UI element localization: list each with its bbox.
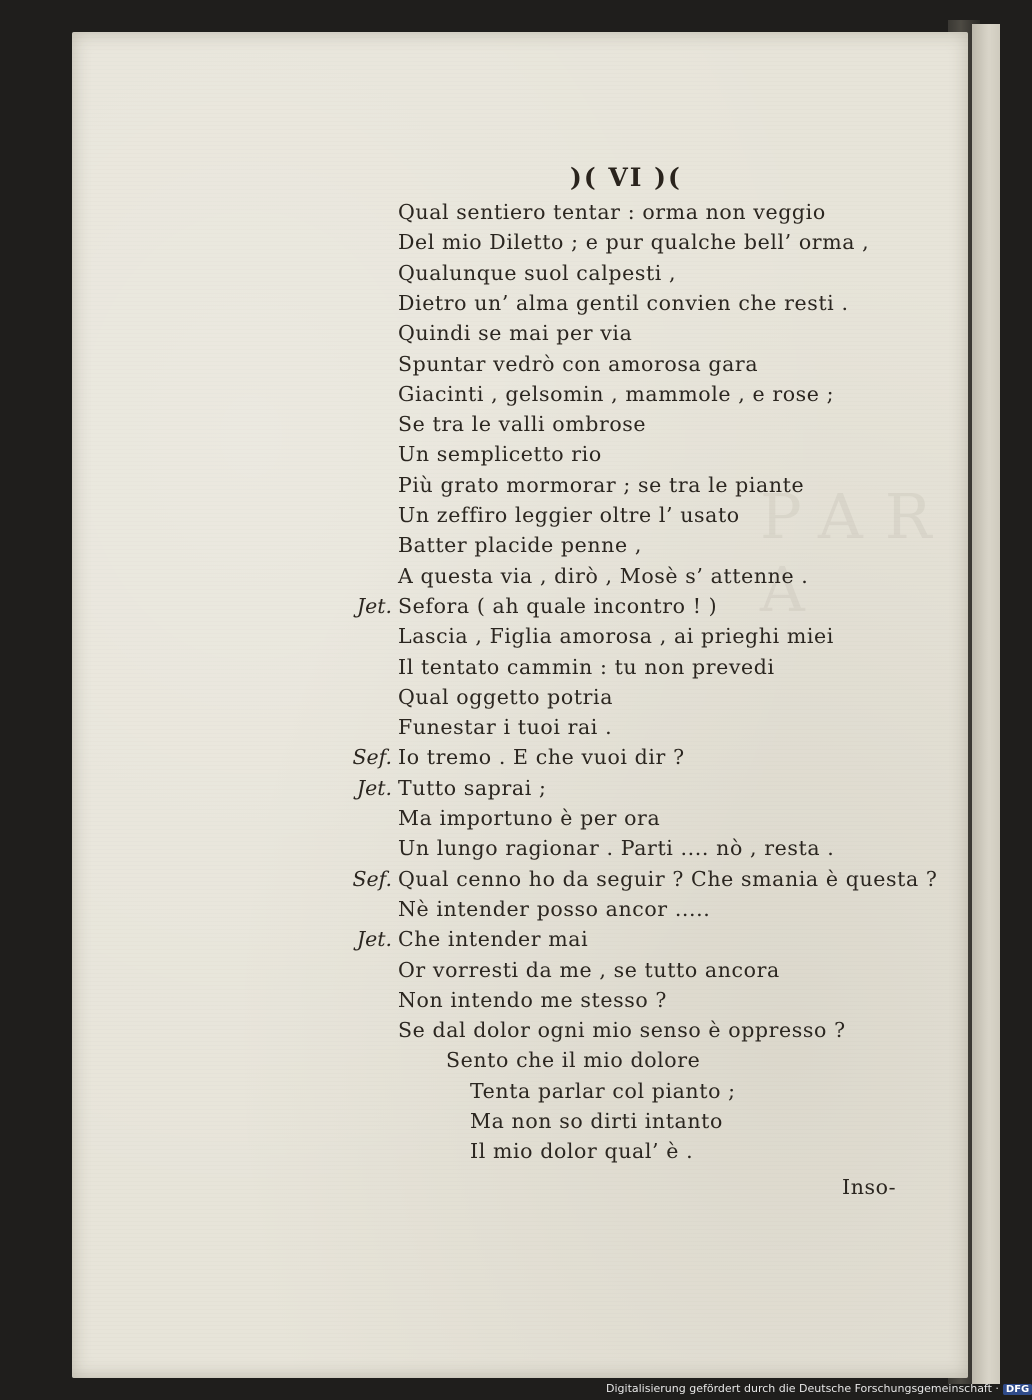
facing-page-edge — [972, 24, 1000, 1384]
verse-line: Che intender mai — [398, 927, 589, 951]
speaker-label: Jet. — [356, 927, 392, 951]
verse-line: Batter placide penne , — [398, 533, 642, 557]
verse-line: Spuntar vedrò con amorosa gara — [398, 352, 759, 376]
verse-line: Tenta parlar col pianto ; — [470, 1079, 736, 1103]
verse-line: Più grato mormorar ; se tra le piante — [398, 473, 805, 497]
verse-line: Un semplicetto rio — [398, 442, 602, 466]
credit-text: Digitalisierung gefördert durch die Deutsche Forschungsgemeinschaft · — [606, 1382, 999, 1395]
verse-line: Ma importuno è per ora — [398, 806, 661, 830]
verse-line: Giacinti , gelsomin , mammole , e rose ; — [398, 382, 835, 406]
dfg-logo: DFG — [1003, 1384, 1032, 1395]
verse-line: Io tremo . E che vuoi dir ? — [398, 745, 685, 769]
verse-line: A questa via , dirò , Mosè s’ attenne . — [398, 564, 809, 588]
verse-line: Ma non so dirti intanto — [470, 1109, 723, 1133]
speaker-label: Sef. — [352, 867, 392, 891]
verse-line: Tutto saprai ; — [398, 776, 547, 800]
verse-line: Non intendo me stesso ? — [398, 988, 667, 1012]
speaker-label: Jet. — [356, 776, 392, 800]
verse-line: Or vorresti da me , se tutto ancora — [398, 958, 780, 982]
verse-line: Qual sentiero tentar : orma non veggio — [398, 200, 826, 224]
catchword: Inso- — [842, 1175, 897, 1199]
verse-line: Funestar i tuoi rai . — [398, 715, 613, 739]
verse-line: Nè intender posso ancor ..... — [398, 897, 711, 921]
verse-line: Il mio dolor qual’ è . — [470, 1139, 694, 1163]
verse-line: Un lungo ragionar . Parti .... nò , resta . — [398, 836, 835, 860]
verse-line: Sefora ( ah quale incontro ! ) — [398, 594, 718, 618]
verse-line: Il tentato cammin : tu non prevedi — [398, 655, 775, 679]
verse-line: Lascia , Figlia amorosa , ai prieghi miei — [398, 624, 834, 648]
speaker-label: Jet. — [356, 594, 392, 618]
digitization-credit — [606, 1382, 1032, 1395]
bleed-through-text: PAR A — [760, 480, 954, 626]
verse-line: Dietro un’ alma gentil convien che resti . — [398, 291, 849, 315]
verse-line: Un zeffiro leggier oltre l’ usato — [398, 503, 740, 527]
verse-line: Qualunque suol calpesti , — [398, 261, 677, 285]
page-header: )( VI )( — [570, 163, 682, 192]
verse-line: Qual cenno ho da seguir ? Che smania è questa ? — [398, 867, 938, 891]
verse-line: Se dal dolor ogni mio senso è oppresso ? — [398, 1018, 846, 1042]
verse-line: Quindi se mai per via — [398, 321, 633, 345]
verse-line: Qual oggetto potria — [398, 685, 614, 709]
verse-line: Se tra le valli ombrose — [398, 412, 647, 436]
speaker-label: Sef. — [352, 745, 392, 769]
verse-line: Del mio Diletto ; e pur qualche bell’ orma , — [398, 230, 870, 254]
verse-line: Sento che il mio dolore — [446, 1048, 701, 1072]
